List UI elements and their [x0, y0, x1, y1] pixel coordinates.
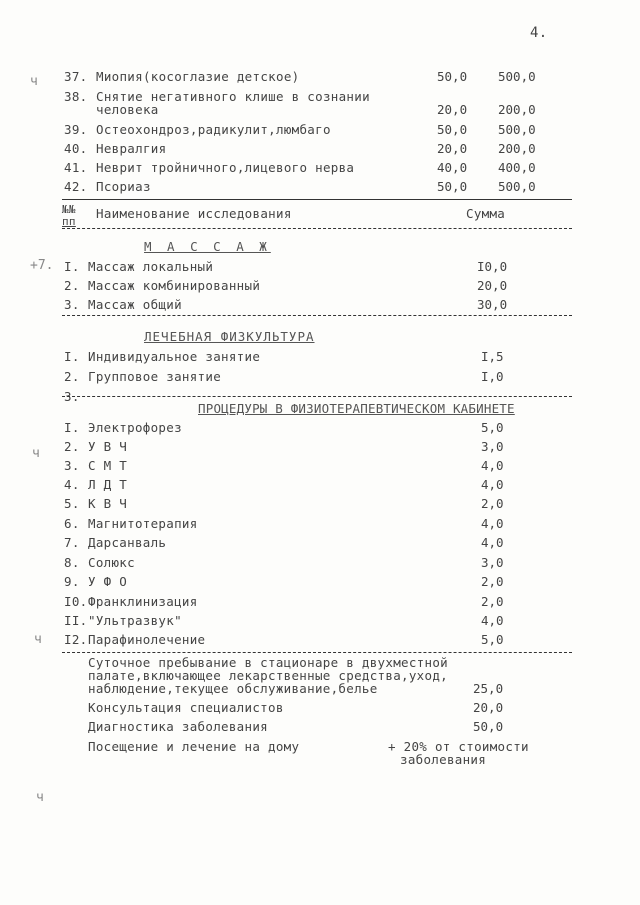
- item-price: 2,0: [481, 496, 504, 511]
- item-price-1: 50,0: [437, 69, 468, 84]
- diagnostics-price: 50,0: [473, 719, 504, 734]
- item-name: Дарсанваль: [88, 535, 167, 550]
- margin-mark: ч: [34, 632, 42, 647]
- item-price: I0,0: [477, 259, 508, 274]
- item-price: I,0: [481, 369, 504, 384]
- item-price-2: 500,0: [498, 122, 536, 137]
- item-price-2: 500,0: [498, 179, 536, 194]
- section-title-lfk: ЛЕЧЕБНАЯ ФИЗКУЛЬТУРА: [144, 329, 315, 344]
- page-number: 4.: [530, 25, 548, 41]
- item-name: Массаж комбинированный: [88, 278, 261, 293]
- item-name-cont: человека: [96, 102, 159, 117]
- item-name: Невралгия: [96, 141, 167, 156]
- item-number: 4.: [64, 477, 80, 492]
- item-number: I.: [64, 259, 80, 274]
- item-number: 42.: [64, 179, 88, 194]
- item-price-1: 20,0: [437, 141, 468, 156]
- item-name: У В Ч: [88, 439, 128, 454]
- item-name: Миопия(косоглазие детское): [96, 69, 300, 84]
- item-price-1: 50,0: [437, 122, 468, 137]
- item-name: Снятие негативного клише в сознании: [96, 89, 370, 104]
- item-number: 5.: [64, 496, 80, 511]
- item-name: У Ф О: [88, 574, 128, 589]
- item-number: 37.: [64, 69, 88, 84]
- item-price-1: 40,0: [437, 160, 468, 175]
- item-price: 4,0: [481, 458, 504, 473]
- divider-rule: [62, 652, 572, 653]
- item-price: 4,0: [481, 477, 504, 492]
- item-name: Л Д Т: [88, 477, 128, 492]
- item-number: I.: [64, 420, 80, 435]
- margin-mark: ч: [36, 790, 44, 805]
- item-name: Массаж общий: [88, 297, 182, 312]
- item-number: 6.: [64, 516, 80, 531]
- item-number: 3.: [64, 297, 80, 312]
- item-number: 2.: [64, 369, 80, 384]
- col-number-header: №№: [62, 203, 76, 216]
- item-price-2: 500,0: [498, 69, 536, 84]
- item-price-2: 200,0: [498, 141, 536, 156]
- home-visit-label: Посещение и лечение на дому: [88, 739, 300, 754]
- divider-rule: [62, 228, 572, 229]
- item-name: "Ультразвук": [88, 613, 182, 628]
- col-name-header: Наименование исследования: [96, 206, 292, 221]
- item-price-2: 200,0: [498, 102, 536, 117]
- divider-rule: [62, 315, 572, 316]
- item-price: 5,0: [481, 632, 504, 647]
- item-number: 8.: [64, 555, 80, 570]
- item-number: 39.: [64, 122, 88, 137]
- item-price: I,5: [481, 349, 504, 364]
- item-name: Франклинизация: [88, 594, 198, 609]
- item-number: 40.: [64, 141, 88, 156]
- item-name: Групповое занятие: [88, 369, 222, 384]
- item-number: 7.: [64, 535, 80, 550]
- item-number: I0.: [64, 594, 88, 609]
- item-name: Неврит тройничного,лицевого нерва: [96, 160, 355, 175]
- item-name: Псориаз: [96, 179, 151, 194]
- consult-label: Консультация специалистов: [88, 700, 284, 715]
- item-price: 30,0: [477, 297, 508, 312]
- margin-mark: ч: [32, 446, 40, 461]
- item-price: 2,0: [481, 574, 504, 589]
- item-number: 2.: [64, 439, 80, 454]
- item-number: 41.: [64, 160, 88, 175]
- section-title-massage: М А С С А Ж: [144, 239, 271, 254]
- item-price: 4,0: [481, 613, 504, 628]
- item-number: I.: [64, 349, 80, 364]
- item-number: 2.: [64, 278, 80, 293]
- margin-mark: +7.: [30, 258, 54, 273]
- item-number: II.: [64, 613, 88, 628]
- home-visit-price-cont: заболевания: [400, 752, 487, 767]
- item-number: 38.: [64, 89, 88, 104]
- stay-line-1: Суточное пребывание в стационаре в двухместной: [88, 655, 448, 670]
- item-name: Магнитотерапия: [88, 516, 198, 531]
- home-visit-price: + 20% от стоимости: [388, 739, 529, 754]
- item-name: Массаж локальный: [88, 259, 214, 274]
- item-price: 4,0: [481, 535, 504, 550]
- item-number: 9.: [64, 574, 80, 589]
- item-price: 2,0: [481, 594, 504, 609]
- item-name: Солюкс: [88, 555, 135, 570]
- item-price: 3,0: [481, 555, 504, 570]
- stay-price: 25,0: [473, 681, 504, 696]
- item-price-2: 400,0: [498, 160, 536, 175]
- item-name: Электрофорез: [88, 420, 182, 435]
- item-number: 3.: [64, 458, 80, 473]
- item-name: С М Т: [88, 458, 128, 473]
- item-name: Парафинолечение: [88, 632, 206, 647]
- item-price: 4,0: [481, 516, 504, 531]
- diagnostics-label: Диагностика заболевания: [88, 719, 268, 734]
- item-price: 20,0: [477, 278, 508, 293]
- col-sum-header: Сумма: [466, 206, 506, 221]
- col-number-header-2: пп: [62, 215, 76, 228]
- item-price-1: 50,0: [437, 179, 468, 194]
- consult-price: 20,0: [473, 700, 504, 715]
- stay-line-2: палате,включающее лекарственные средства,уход,: [88, 668, 448, 683]
- divider-rule: [62, 199, 572, 200]
- item-number: I2.: [64, 632, 88, 647]
- item-name: Остеохондроз,радикулит,люмбаго: [96, 122, 331, 137]
- divider-rule: [62, 396, 572, 397]
- item-number: 3.: [64, 389, 80, 404]
- item-name: К В Ч: [88, 496, 128, 511]
- item-name: Индивидуальное занятие: [88, 349, 261, 364]
- item-price-1: 20,0: [437, 102, 468, 117]
- stay-line-3: наблюдение,текущее обслуживание,белье: [88, 681, 378, 696]
- item-price: 3,0: [481, 439, 504, 454]
- section-title-physio: ПРОЦЕДУРЫ В ФИЗИОТЕРАПЕВТИЧЕСКОМ КАБИНЕТЕ: [198, 401, 515, 416]
- item-price: 5,0: [481, 420, 504, 435]
- margin-mark: ч: [30, 74, 38, 89]
